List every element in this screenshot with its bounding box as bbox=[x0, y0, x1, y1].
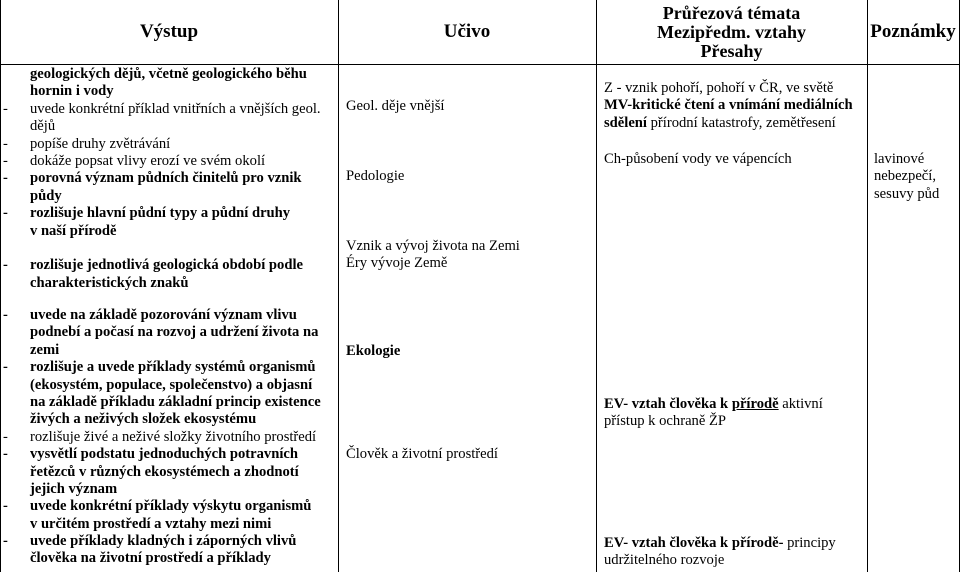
prurez-z-line: Z - vznik pohoří, pohoří v ČR, ve světě bbox=[604, 80, 834, 96]
column-divider-prurez-poznamky bbox=[867, 0, 868, 572]
list-item-text: rozlišuje hlavní půdní typy a půdní druhy bbox=[30, 205, 291, 222]
list-item bbox=[3, 240, 335, 257]
prurez-z-mv bbox=[604, 80, 853, 132]
list-item bbox=[3, 223, 335, 240]
list-item bbox=[3, 498, 335, 515]
prurez-ev2-line-2: udržitelného rozvoje bbox=[604, 552, 725, 569]
list-item-text: v naší přírodě bbox=[30, 222, 117, 239]
header-vystup bbox=[0, 0, 338, 64]
ucivo-ery-text: Éry vývoje Země bbox=[346, 255, 448, 272]
list-dash: - bbox=[3, 170, 8, 187]
header-prurezova-line-1: Průřezová témata bbox=[662, 2, 801, 23]
list-item-text: dějů bbox=[30, 118, 56, 135]
header-prurezova-line-2: Mezipředm. vztahy bbox=[657, 21, 806, 42]
list-item bbox=[3, 429, 335, 446]
list-item-text: rozlišuje jednotlivá geologická období podle bbox=[30, 257, 303, 274]
table-border-left bbox=[0, 0, 1, 572]
list-item bbox=[3, 205, 335, 222]
list-item-text: geologických dějů, včetně geologického běhu bbox=[30, 66, 307, 82]
list-item bbox=[3, 118, 335, 135]
header-ucivo-label: Učivo bbox=[443, 21, 491, 42]
ucivo-vznik bbox=[346, 238, 520, 273]
list-dash: - bbox=[3, 359, 8, 376]
list-dash: - bbox=[3, 446, 8, 463]
vystup-bottom-list bbox=[3, 307, 335, 568]
prurez-ev1-line-2: přístup k ochraně ŽP bbox=[604, 413, 726, 430]
prurez-mv-line-2-rest: přírodní katastrofy, zemětřesení bbox=[646, 114, 836, 131]
prurez-ev1-rest: aktivní bbox=[778, 396, 823, 412]
prurez-ev2-rest: principy bbox=[783, 535, 836, 551]
list-item bbox=[3, 342, 335, 359]
list-item-text: v určitém prostředí a vztahy mezi nimi bbox=[30, 515, 272, 532]
header-poznamky-label: Poznámky bbox=[870, 21, 956, 42]
ucivo-clovek-text: Člověk a životní prostředí bbox=[346, 446, 498, 462]
list-item bbox=[3, 188, 335, 205]
prurez-ev1 bbox=[604, 396, 823, 431]
list-dash: - bbox=[3, 257, 8, 274]
list-item bbox=[3, 394, 335, 411]
list-item-text: jejich význam bbox=[30, 480, 118, 497]
list-item-text: vysvětlí podstatu jednoduchých potravních bbox=[30, 446, 298, 463]
list-dash: - bbox=[3, 100, 8, 117]
list-item-text: hornin i vody bbox=[30, 83, 114, 100]
list-item bbox=[3, 359, 335, 376]
list-item-text: charakteristických znaků bbox=[30, 274, 189, 291]
prurez-ev1-bold: EV- vztah člověka k bbox=[604, 396, 732, 412]
list-item bbox=[3, 377, 335, 394]
ucivo-vznik-text: Vznik a vývoj života na Zemi bbox=[346, 238, 520, 254]
ucivo-pedologie bbox=[346, 168, 404, 185]
ucivo-geol-text: Geol. děje vnější bbox=[346, 98, 445, 114]
list-item bbox=[3, 324, 335, 341]
list-item-text: uvede na základě pozorování význam vlivu bbox=[30, 307, 297, 323]
prurez-ev2-bold: EV- vztah člověka k přírodě- bbox=[604, 535, 784, 551]
vystup-top-list bbox=[3, 66, 335, 292]
prurez-mv-line: MV-kritické čtení a vnímání mediálních bbox=[604, 97, 853, 114]
list-item-text: zemi bbox=[30, 341, 60, 358]
ucivo-geol bbox=[346, 98, 444, 115]
prurez-ch bbox=[604, 151, 792, 168]
poznamky-note bbox=[874, 151, 939, 203]
list-item-text: uvede příklady kladných i záporných vlivů bbox=[30, 533, 297, 550]
list-item-text: dokáže popsat vlivy erozí ve svém okolí bbox=[30, 152, 266, 169]
list-dash: - bbox=[3, 533, 8, 550]
ucivo-clovek bbox=[346, 446, 498, 463]
list-dash: - bbox=[3, 498, 8, 515]
prurez-mv-line-2-bold: sdělení bbox=[604, 114, 647, 131]
prurez-ev2 bbox=[604, 535, 836, 570]
list-item bbox=[3, 66, 335, 83]
header-poznamky bbox=[867, 0, 959, 64]
ucivo-ekologie bbox=[346, 343, 400, 360]
list-item bbox=[3, 136, 335, 153]
list-item bbox=[3, 481, 335, 498]
list-dash: - bbox=[3, 307, 8, 323]
list-item-text: půdy bbox=[30, 187, 62, 204]
list-item bbox=[3, 83, 335, 100]
list-item-text: řetězců v různých ekosystémech a zhodnotí bbox=[30, 463, 299, 480]
list-item bbox=[3, 533, 335, 550]
list-item-text: živých a neživých složek ekosystému bbox=[30, 411, 257, 428]
list-item-text: porovná význam půdních činitelů pro vznik bbox=[30, 170, 302, 187]
list-item bbox=[3, 411, 335, 428]
column-divider-ucivo-prurez bbox=[596, 0, 597, 572]
list-item-text: (ekosystém, populace, společenstvo) a objasní bbox=[30, 376, 313, 393]
header-ucivo bbox=[338, 0, 596, 64]
poznamky-line-2: nebezpečí, bbox=[874, 168, 936, 185]
header-divider bbox=[0, 64, 960, 65]
header-vystup-label: Výstup bbox=[139, 21, 199, 42]
list-dash: - bbox=[3, 205, 8, 222]
list-item bbox=[3, 307, 335, 324]
list-item bbox=[3, 170, 335, 187]
list-item-text: rozlišuje živé a neživé složky životního prostředí bbox=[30, 428, 317, 445]
list-item-text: na základě příkladu základní princip existence bbox=[30, 393, 321, 410]
list-item-text: člověka na životní prostředí a příklady bbox=[30, 550, 271, 567]
column-divider-vystup-ucivo bbox=[338, 0, 339, 572]
list-item bbox=[3, 446, 335, 463]
poznamky-line-3: sesuvy půd bbox=[874, 185, 940, 202]
list-item-text: uvede konkrétní příklady výskytu organismů bbox=[30, 498, 312, 515]
list-dash: - bbox=[3, 428, 8, 445]
list-dash: - bbox=[3, 152, 8, 169]
list-item bbox=[3, 550, 335, 567]
prurez-ch-line: Ch-působení vody ve vápencích bbox=[604, 151, 792, 167]
list-item-text: uvede konkrétní příklad vnitřních a vnějších geol. bbox=[30, 100, 321, 117]
list-item-text: popíše druhy zvětrávání bbox=[30, 135, 171, 152]
list-item bbox=[3, 275, 335, 292]
list-item-text: podnebí a počasí na rozvoj a udržení života na bbox=[30, 324, 319, 341]
poznamky-line-1: lavinové bbox=[874, 151, 925, 167]
list-dash: - bbox=[3, 135, 8, 152]
list-item bbox=[3, 516, 335, 533]
prurez-ev1-underlined: přírodě bbox=[731, 396, 779, 412]
list-item bbox=[3, 153, 335, 170]
list-item bbox=[3, 257, 335, 274]
list-item bbox=[3, 464, 335, 481]
list-item bbox=[3, 101, 335, 118]
ucivo-pedologie-text: Pedologie bbox=[346, 168, 405, 184]
header-prurezova-temata bbox=[596, 0, 867, 64]
header-prurezova-line-3: Přesahy bbox=[700, 40, 763, 61]
ucivo-ekologie-text: Ekologie bbox=[346, 343, 401, 359]
list-item-text: rozlišuje a uvede příklady systémů organismů bbox=[30, 359, 316, 376]
